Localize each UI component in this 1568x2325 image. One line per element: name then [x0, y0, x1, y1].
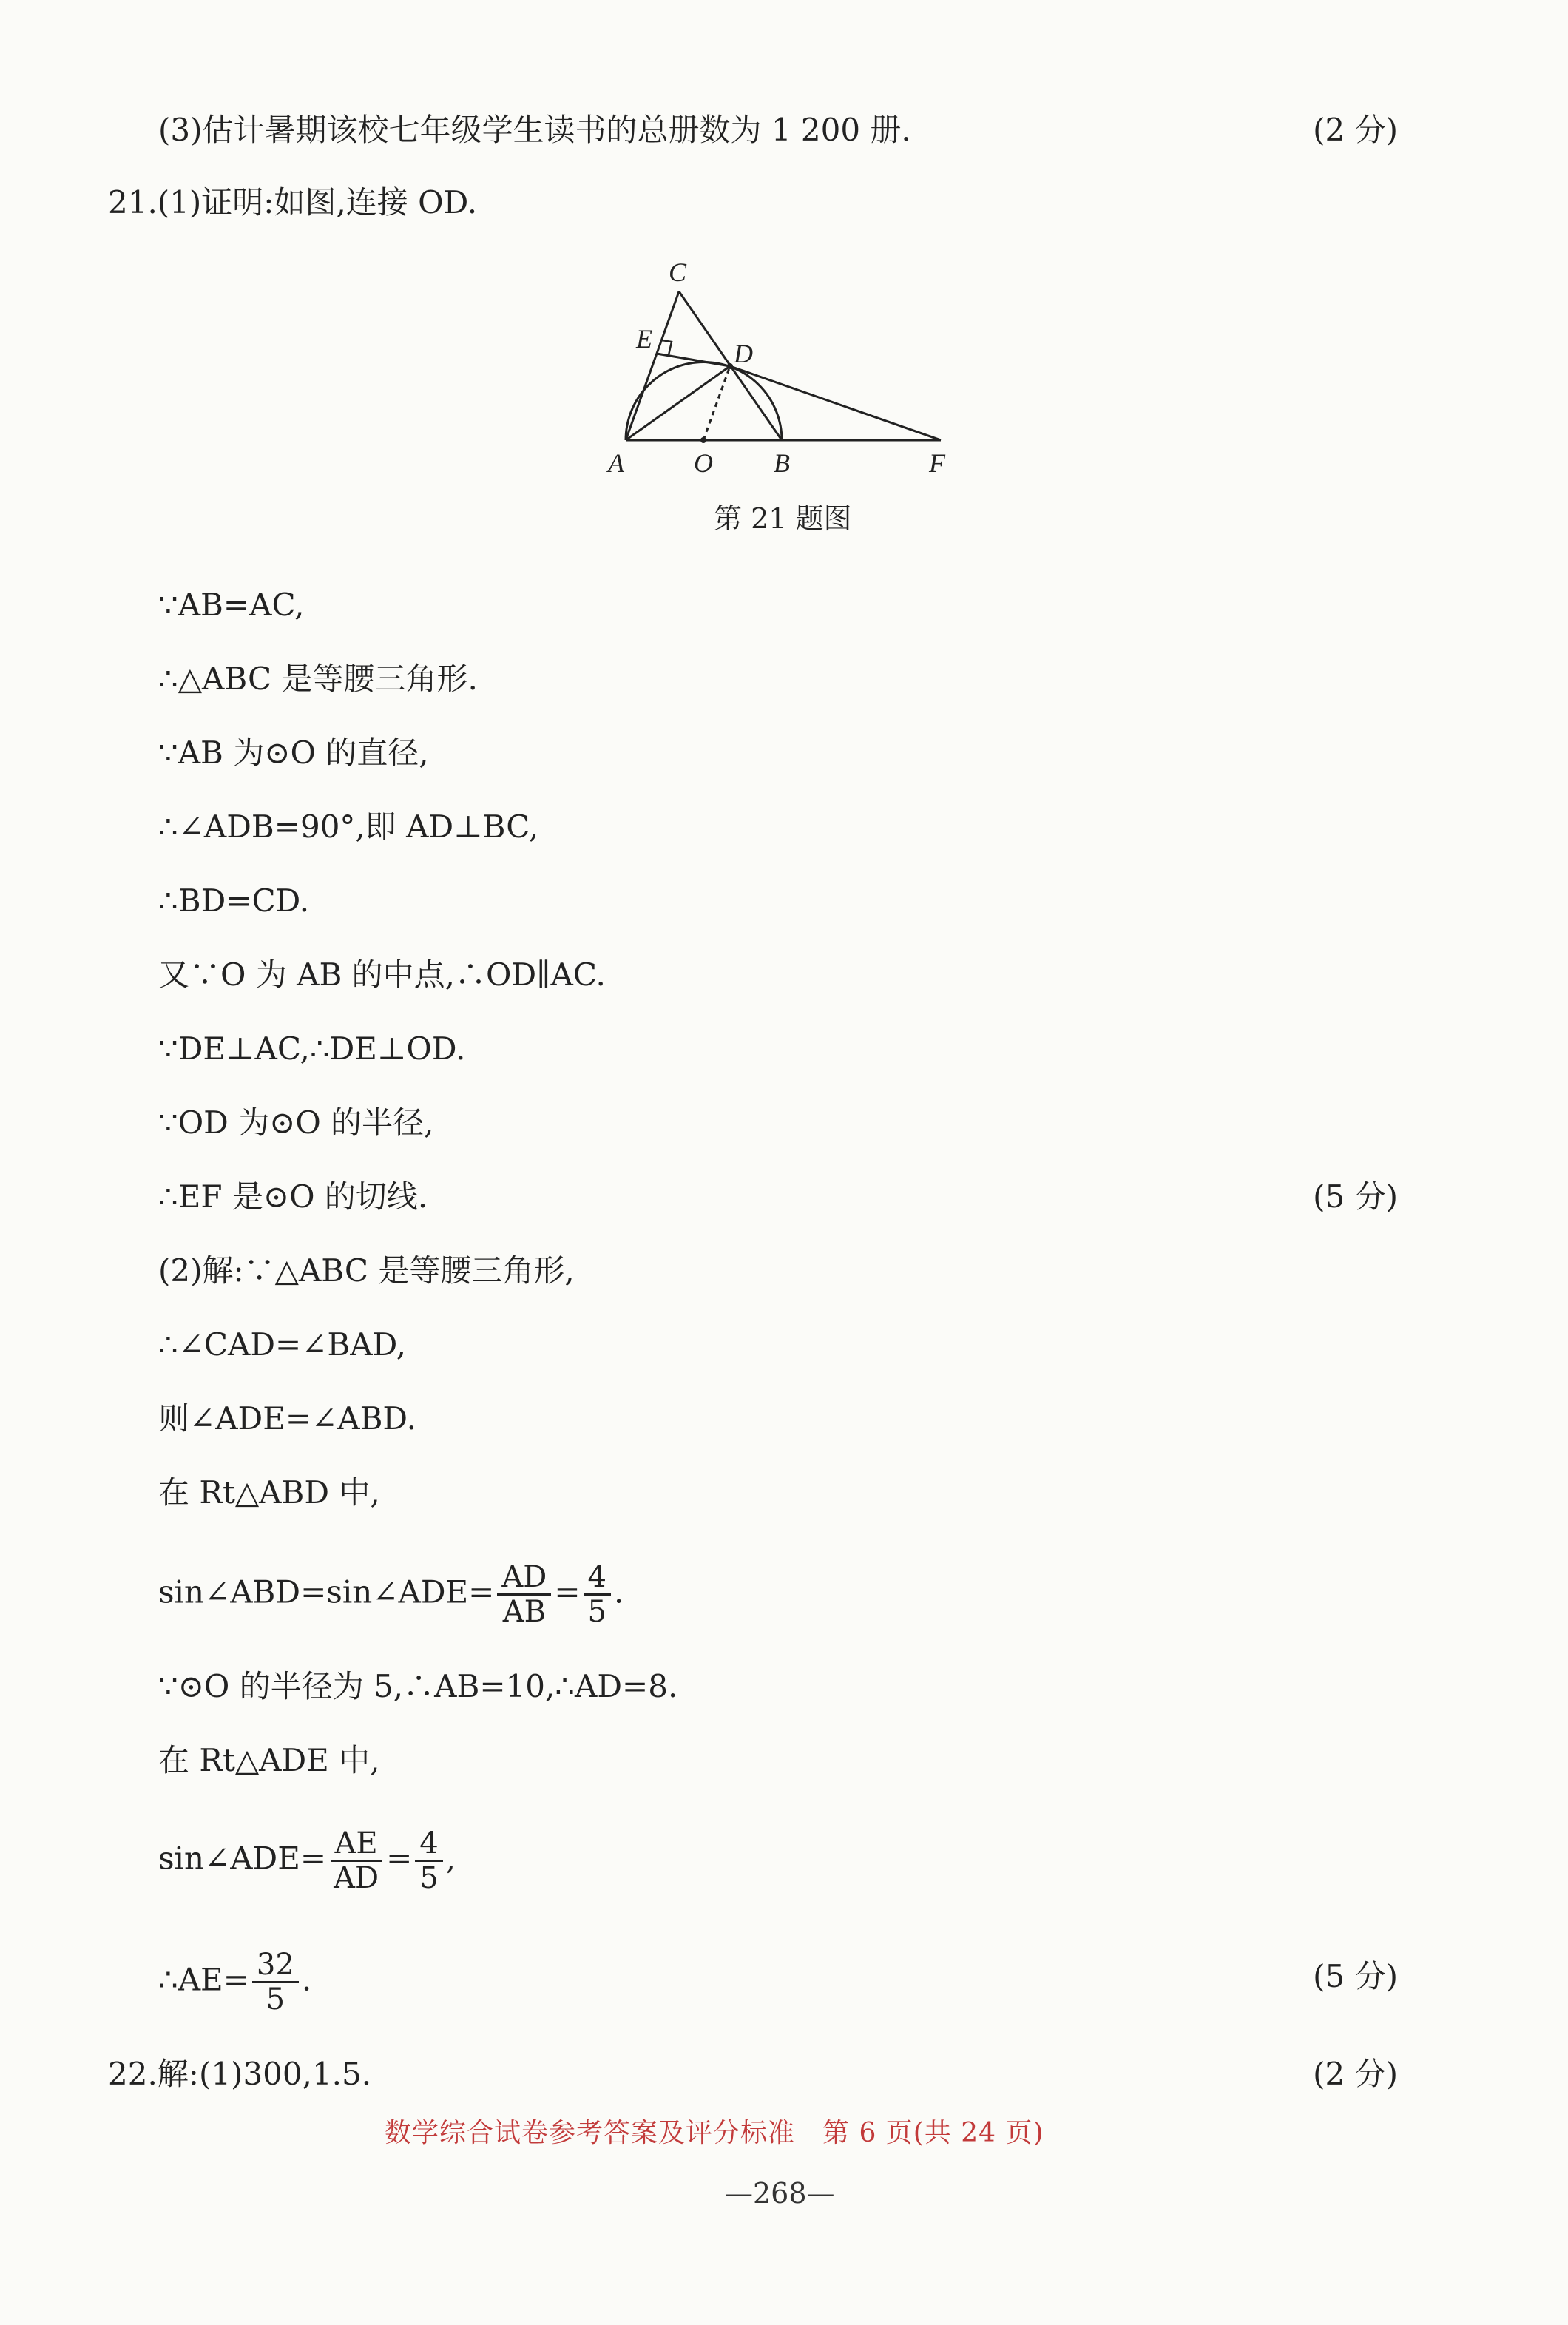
- fraction-ae-ad: [329, 1827, 383, 1894]
- proof-line-3: ∵AB 为⊙O 的直径,: [158, 735, 429, 771]
- proof-line-6: 又∵O 为 AB 的中点,∴OD∥AC.: [158, 956, 606, 993]
- line-end-punct: .: [301, 1961, 312, 1998]
- fraction-numerator: 32: [252, 1948, 299, 1983]
- problem-22-answer: 22.解:(1)300,1.5.: [108, 2056, 372, 2092]
- footer-page-number: —268—: [725, 2177, 835, 2210]
- proof-line-2: ∴△ABC 是等腰三角形.: [158, 661, 478, 697]
- proof-line-7: ∵DE⊥AC,∴DE⊥OD.: [158, 1030, 466, 1067]
- fraction-denominator: 5: [266, 1983, 285, 2017]
- score-2-points: (2 分): [1313, 112, 1398, 148]
- line-end-punct: ,: [445, 1840, 456, 1877]
- problem-21-heading: 21.(1)证明:如图,连接 OD.: [108, 184, 478, 220]
- proof-line-4: ∴∠ADB=90°,即 AD⊥BC,: [158, 809, 539, 845]
- equals-sign: =: [386, 1840, 413, 1877]
- fraction-32-5: [252, 1948, 299, 2016]
- fraction-numerator: AD: [497, 1561, 551, 1596]
- proof-line-5: ∴BD=CD.: [158, 883, 310, 919]
- geometry-figure: [592, 252, 976, 488]
- fraction-denominator: 5: [587, 1595, 606, 1629]
- solution-line-ae: [158, 1948, 311, 2016]
- solution-line-radius: ∵⊙O 的半径为 5,∴AB=10,∴AD=8.: [158, 1668, 678, 1704]
- fraction-denominator: AB: [502, 1595, 546, 1629]
- line-end-punct: .: [614, 1573, 624, 1610]
- segment-ac: [626, 291, 679, 440]
- proof-line-9: ∴EF 是⊙O 的切线.: [158, 1178, 428, 1215]
- label-a: A: [608, 448, 624, 478]
- segment-od-dashed: [703, 366, 730, 440]
- label-e: E: [636, 324, 652, 354]
- sin-ade-prefix: sin∠ADE=: [158, 1840, 327, 1877]
- label-b: B: [774, 448, 790, 478]
- ae-prefix: ∴AE=: [158, 1961, 249, 1998]
- solution-line-2: ∴∠CAD=∠BAD,: [158, 1326, 407, 1363]
- solution-line-sin-ade: [158, 1827, 456, 1894]
- fraction-numerator: AE: [331, 1827, 382, 1862]
- center-point-o: [700, 437, 706, 443]
- score-5-points-a: (5 分): [1313, 1178, 1398, 1215]
- solution-line-1: (2)解:∵△ABC 是等腰三角形,: [158, 1252, 575, 1289]
- fraction-denominator: 5: [419, 1861, 439, 1895]
- label-d: D: [734, 339, 753, 368]
- fraction-4-5: [415, 1827, 442, 1894]
- proof-line-1: ∵AB=AC,: [158, 587, 305, 623]
- score-5-points-b: (5 分): [1313, 1958, 1398, 1994]
- label-f: F: [929, 448, 945, 478]
- solution-line-rt-ade: 在 Rt△ADE 中,: [158, 1742, 380, 1778]
- point-d: [727, 363, 733, 369]
- fraction-4-5: [584, 1561, 611, 1628]
- score-2-points-b: (2 分): [1313, 2056, 1398, 2092]
- fraction-denominator: AD: [334, 1861, 379, 1895]
- fraction-numerator: 4: [584, 1561, 611, 1596]
- fraction-numerator: 4: [415, 1827, 442, 1862]
- proof-line-8: ∵OD 为⊙O 的半径,: [158, 1104, 434, 1141]
- label-o: O: [694, 448, 713, 478]
- segment-de: [657, 354, 730, 366]
- solution-line-3: 则∠ADE=∠ABD.: [158, 1400, 416, 1437]
- segment-ad: [626, 366, 730, 440]
- fraction-ad-ab: [497, 1561, 551, 1628]
- solution-line-4: 在 Rt△ABD 中,: [158, 1474, 380, 1511]
- footer-title: 数学综合试卷参考答案及评分标准 第 6 页(共 24 页): [385, 2118, 1044, 2148]
- figure-caption: 第 21 题图: [714, 502, 852, 535]
- label-c: C: [669, 257, 687, 287]
- segment-df: [730, 366, 941, 440]
- sin-abd-prefix: sin∠ABD=sin∠ADE=: [158, 1573, 495, 1610]
- solution-line-sin-abd: [158, 1561, 624, 1628]
- answer-line-3: (3)估计暑期该校七年级学生读书的总册数为 1 200 册.: [158, 112, 911, 148]
- equals-sign: =: [554, 1573, 581, 1610]
- right-angle-mark: [662, 340, 672, 355]
